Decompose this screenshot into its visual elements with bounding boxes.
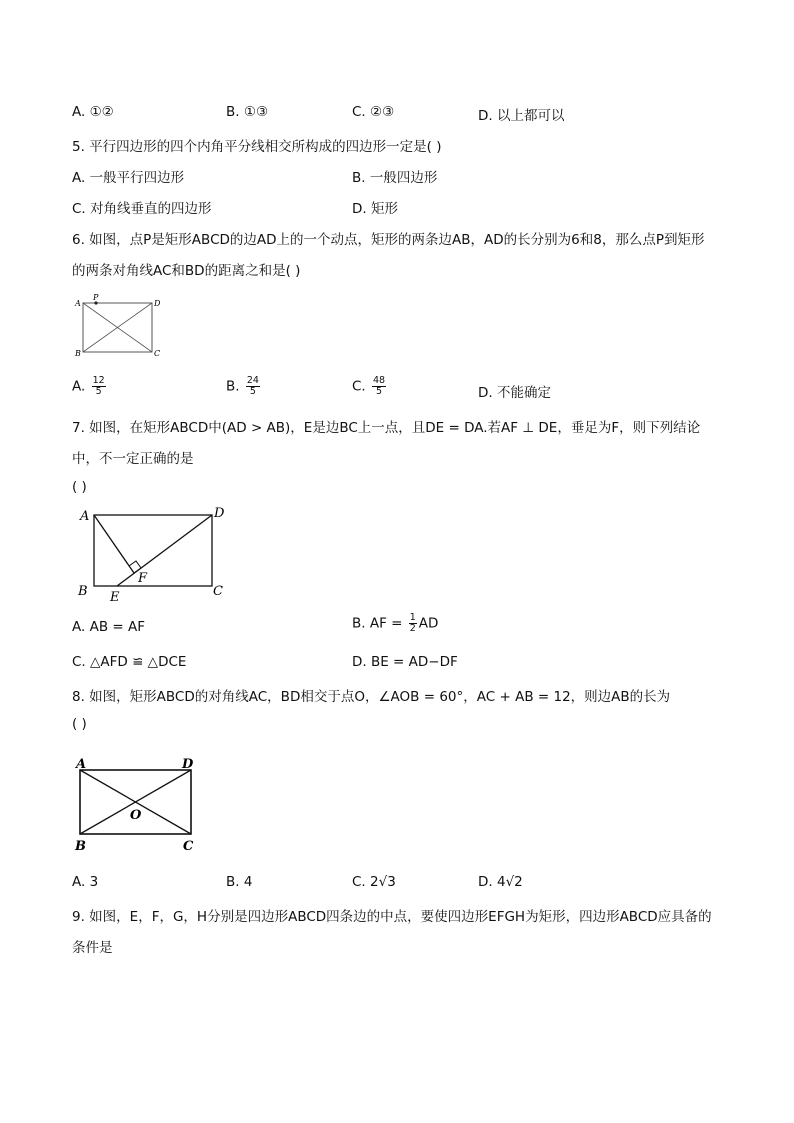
q8-label-c: C — [183, 839, 194, 854]
q7-stem-line2: 中，不一定正确的是 — [72, 451, 194, 467]
q5-option-a: A. 一般平行四边形 — [72, 170, 185, 186]
q7-label-e: E — [110, 590, 120, 604]
q7-label-b: B — [78, 584, 88, 599]
q7-option-a: A. AB = AF — [72, 619, 145, 635]
q8-paren: ( ) — [72, 716, 87, 732]
q8-option-a: A. 3 — [72, 874, 99, 890]
q6-option-d: D. 不能确定 — [478, 385, 551, 401]
q6-option-b-num: 24 — [246, 375, 259, 386]
q7-option-d: D. BE = AD−DF — [352, 654, 458, 670]
q8-stem: 8. 如图，矩形ABCD的对角线AC，BD相交于点O，∠AOB = 60°，AC + AB = 12，则边AB的长为 — [72, 689, 671, 705]
q8-option-c: C. 2√3 — [352, 874, 396, 890]
q6-option-c-num: 48 — [373, 375, 386, 386]
q7-option-b: B. AF = $\frac{1}{2}$ AD — [352, 612, 439, 634]
q7-paren: ( ) — [72, 479, 87, 495]
q6-label-c: C — [154, 349, 161, 358]
q6-option-c-den: 5 — [376, 386, 383, 397]
q7-stem-line1: 7. 如图，在矩形ABCD中(AD > AB)，E是边BC上一点，且DE = DA.若AF ⊥ DE，垂足为F，则下列结论 — [72, 420, 701, 436]
q5-stem: 5. 平行四边形的四个内角平分线相交所构成的四边形一定是( ) — [72, 139, 442, 155]
q6-option-a-den: 5 — [95, 386, 102, 397]
q6-option-b: B. $\frac{24}{5}$ — [226, 375, 259, 397]
q6-label-a: A — [75, 299, 81, 308]
q7-label-f: F — [138, 571, 148, 586]
q4-option-a: A. ①② — [72, 104, 114, 120]
q6-stem-line1: 6. 如图，点P是矩形ABCD的边AD上的一个动点，矩形的两条边AB，AD的长分别为6和8，那么点P到矩形 — [72, 232, 705, 248]
q8-label-a: A — [76, 757, 87, 772]
q6-figure — [72, 292, 164, 360]
q7-label-a: A — [80, 509, 90, 524]
q8-label-o: O — [130, 808, 142, 823]
q5-option-d: D. 矩形 — [352, 201, 398, 217]
q6-option-c: C. $\frac{48}{5}$ — [352, 375, 386, 397]
q7-option-b-num: 1 — [409, 612, 416, 623]
q6-option-a: A. $\frac{12}{5}$ — [72, 375, 105, 397]
q6-label-d: D — [154, 299, 161, 308]
q6-label-p: P — [93, 293, 99, 302]
q6-label-b: B — [75, 349, 81, 358]
q7-option-b-den: 2 — [409, 623, 416, 634]
q5-option-c: C. 对角线垂直的四边形 — [72, 201, 212, 217]
q8-option-d: D. 4√2 — [478, 874, 523, 890]
q4-option-d: D. 以上都可以 — [478, 108, 565, 124]
q5-option-b: B. 一般四边形 — [352, 170, 438, 186]
q8-label-d: D — [182, 757, 194, 772]
q9-stem-line2: 条件是 — [72, 940, 113, 956]
q8-option-b: B. 4 — [226, 874, 253, 890]
q7-label-d: D — [214, 506, 225, 521]
q4-option-c: C. ②③ — [352, 104, 395, 120]
q6-option-b-den: 5 — [249, 386, 256, 397]
q7-figure — [72, 500, 242, 604]
q8-label-b: B — [75, 839, 86, 854]
q7-label-c: C — [213, 584, 223, 599]
q6-option-a-num: 12 — [92, 375, 105, 386]
q8-figure — [72, 752, 204, 856]
q9-stem-line1: 9. 如图，E，F，G，H分别是四边形ABCD四条边的中点，要使四边形EFGH为矩形，四边形ABCD应具备的 — [72, 909, 712, 925]
q4-option-b: B. ①③ — [226, 104, 269, 120]
q6-stem-line2: 的两条对角线AC和BD的距离之和是( ) — [72, 263, 301, 279]
q7-option-c: C. △AFD ≌ △DCE — [72, 654, 187, 670]
